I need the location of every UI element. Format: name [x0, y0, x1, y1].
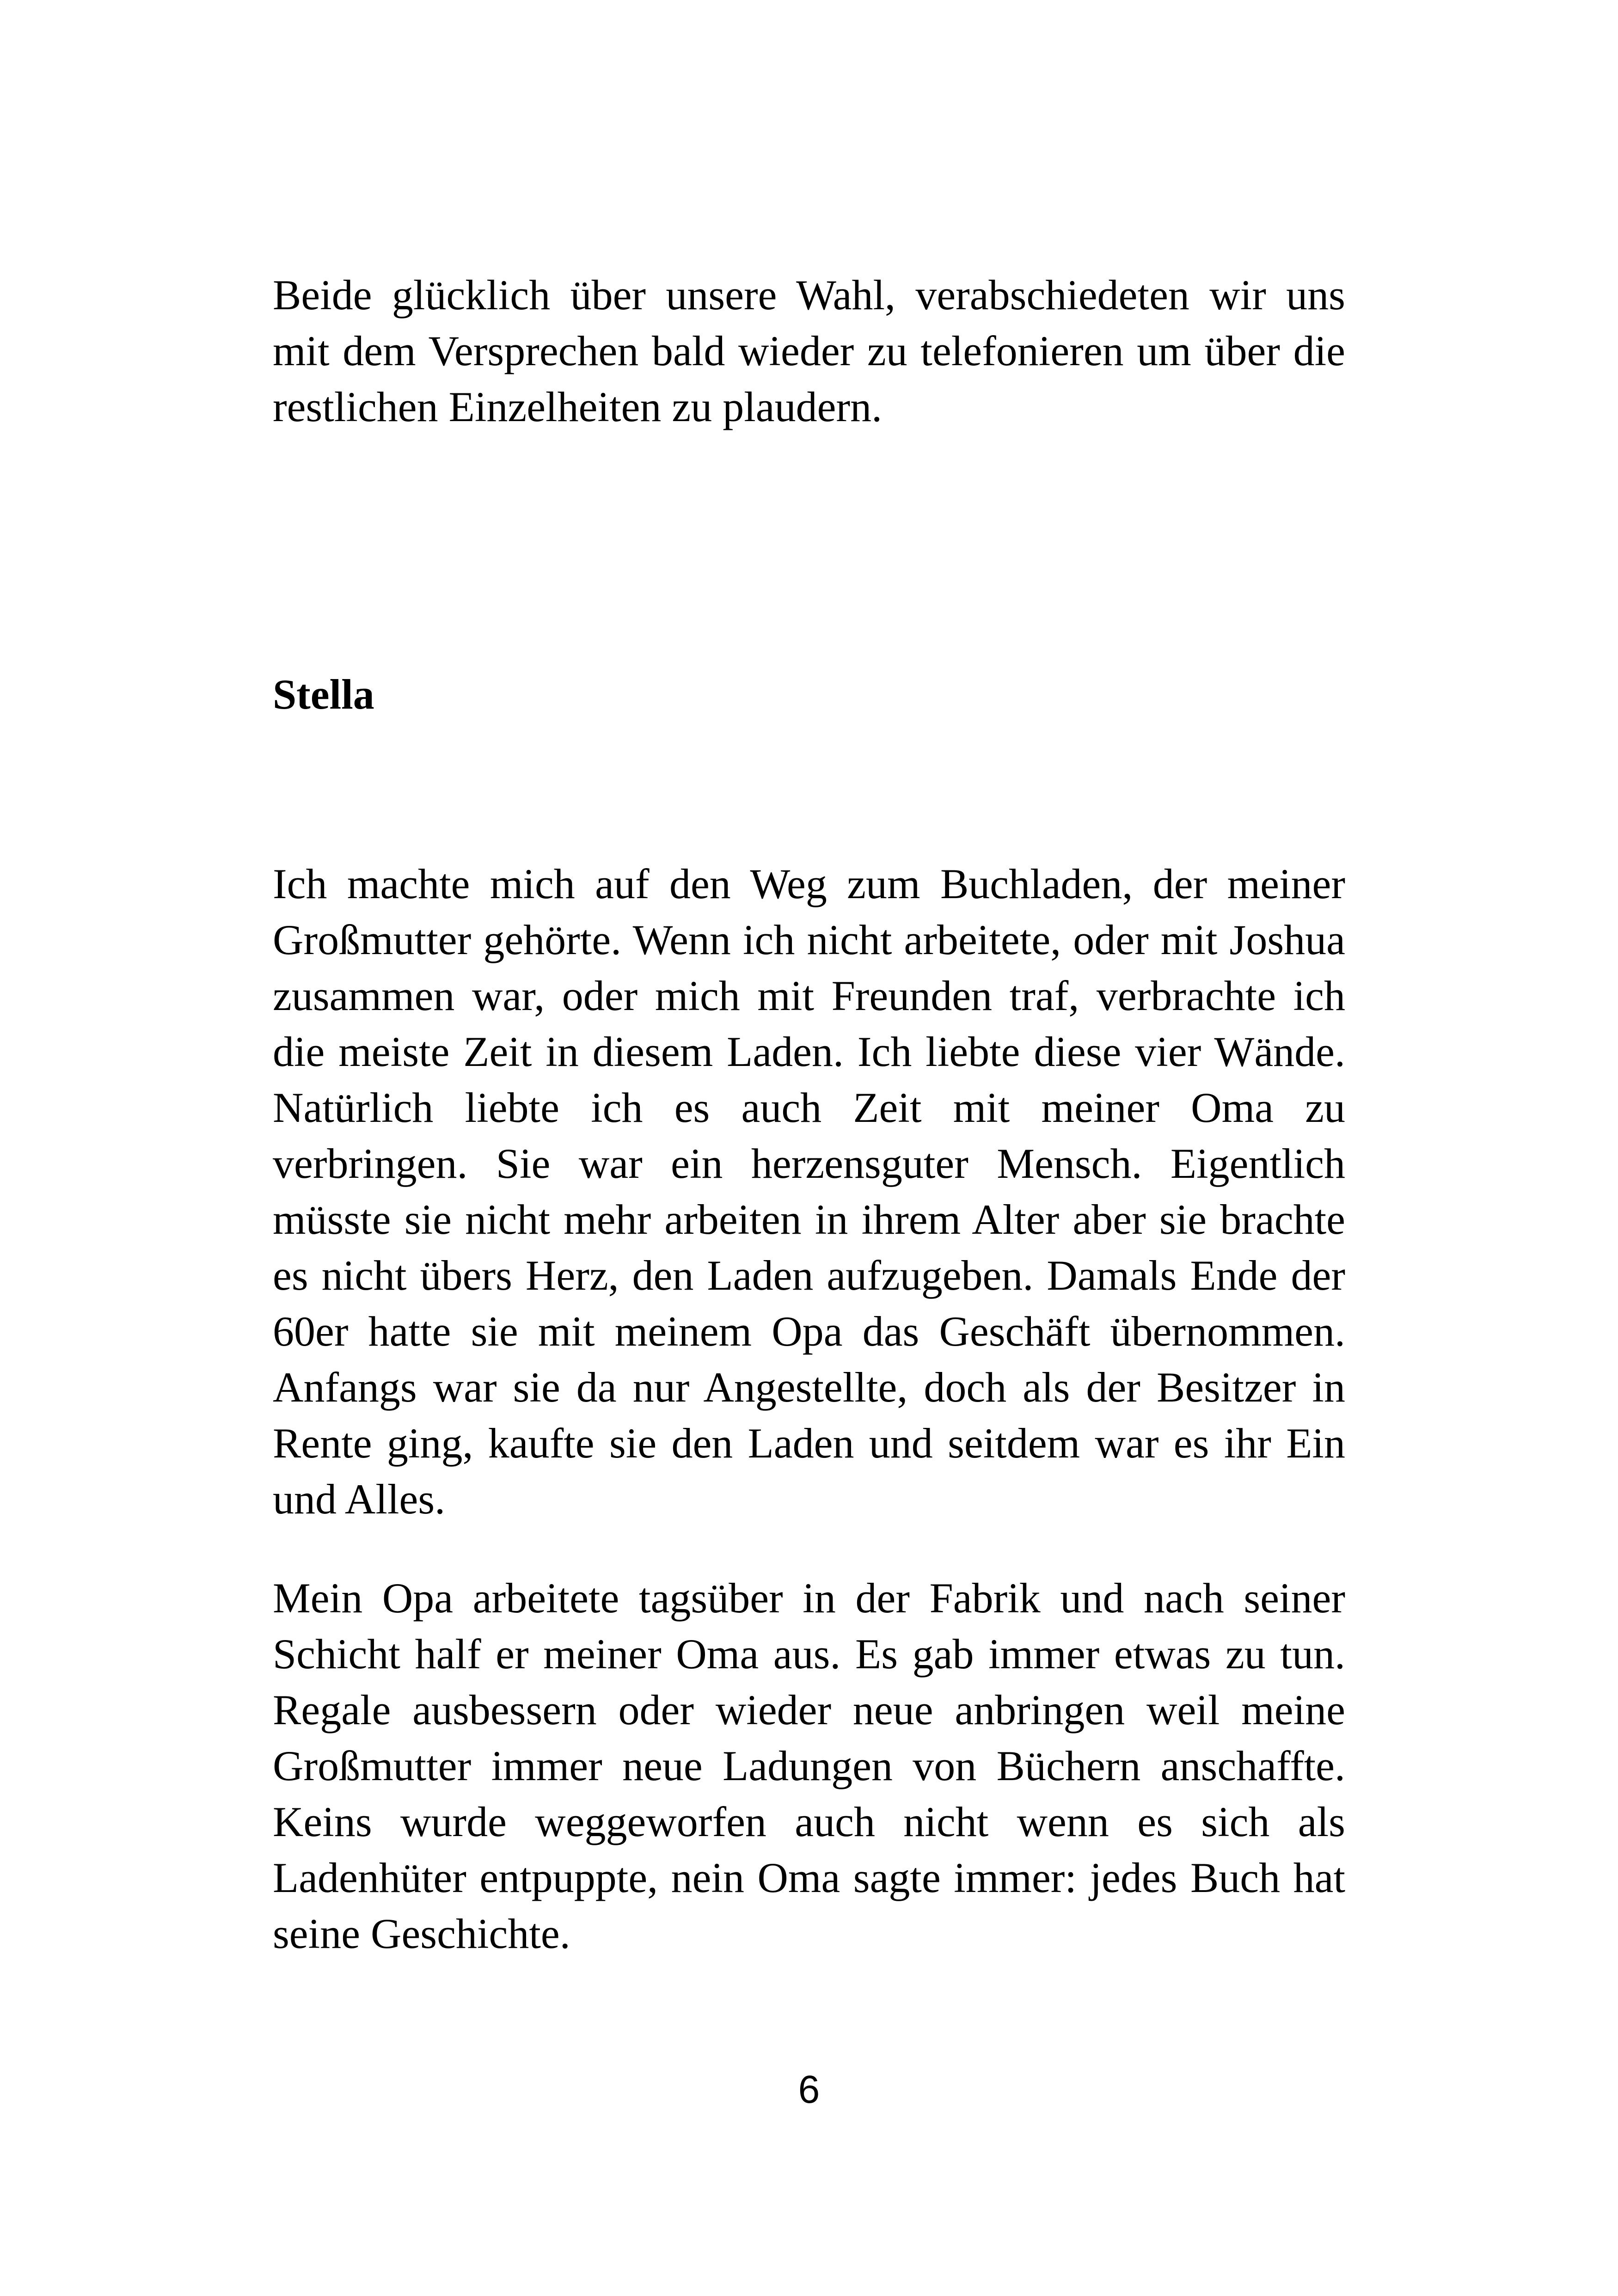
text-line: zusammen war, oder mich mit Freunden traf, verbrachte ich [273, 972, 1345, 1019]
intro-paragraph [273, 267, 1345, 435]
text-line: es nicht übers Herz, den Laden aufzugeben. Damals Ende der [273, 1252, 1345, 1299]
text-line: die meiste Zeit in diesem Laden. Ich liebte diese vier Wände. [273, 1028, 1345, 1075]
text-line: verbringen. Sie war ein herzensguter Mensch. Eigentlich [273, 1140, 1345, 1187]
text-line: restlichen Einzelheiten zu plaudern. [273, 383, 883, 430]
text-line: Anfangs war sie da nur Angestellte, doch als der Besitzer in [273, 1364, 1345, 1411]
text-line: Keins wurde weggeworfen auch nicht wenn es sich als [273, 1798, 1345, 1845]
page-number: 6 [798, 2068, 820, 2111]
text-line: Rente ging, kaufte sie den Laden und seitdem war es ihr Ein [273, 1420, 1345, 1467]
text-line: mit dem Versprechen bald wieder zu telefonieren um über die [273, 327, 1345, 374]
text-line: seine Geschichte. [273, 1910, 570, 1957]
text-line: Großmutter immer neue Ladungen von Büchern anschaffte. [273, 1742, 1345, 1789]
text-line: Großmutter gehörte. Wenn ich nicht arbeitete, oder mit Joshua [273, 916, 1345, 963]
text-line: Regale ausbessern oder wieder neue anbringen weil meine [273, 1686, 1345, 1733]
text-line: Schicht half er meiner Oma aus. Es gab immer etwas zu tun. [273, 1630, 1345, 1678]
text-line: und Alles. [273, 1476, 446, 1523]
text-line: Beide glücklich über unsere Wahl, verabschiedeten wir uns [273, 271, 1345, 318]
body-paragraph-1 [273, 856, 1345, 1527]
text-line: Ich machte mich auf den Weg zum Buchladen, der meiner [273, 860, 1345, 907]
text-line: Ladenhüter entpuppte, nein Oma sagte immer: jedes Buch hat [273, 1854, 1345, 1901]
text-line: 60er hatte sie mit meinem Opa das Geschäft übernommen. [273, 1308, 1345, 1355]
text-line: Natürlich liebte ich es auch Zeit mit meiner Oma zu [273, 1084, 1345, 1131]
chapter-heading: Stella [273, 671, 374, 718]
text-line: müsste sie nicht mehr arbeiten in ihrem Alter aber sie brachte [273, 1196, 1345, 1243]
body-paragraph-2 [273, 1570, 1345, 1962]
text-line: Mein Opa arbeitete tagsüber in der Fabrik und nach seiner [273, 1574, 1345, 1622]
